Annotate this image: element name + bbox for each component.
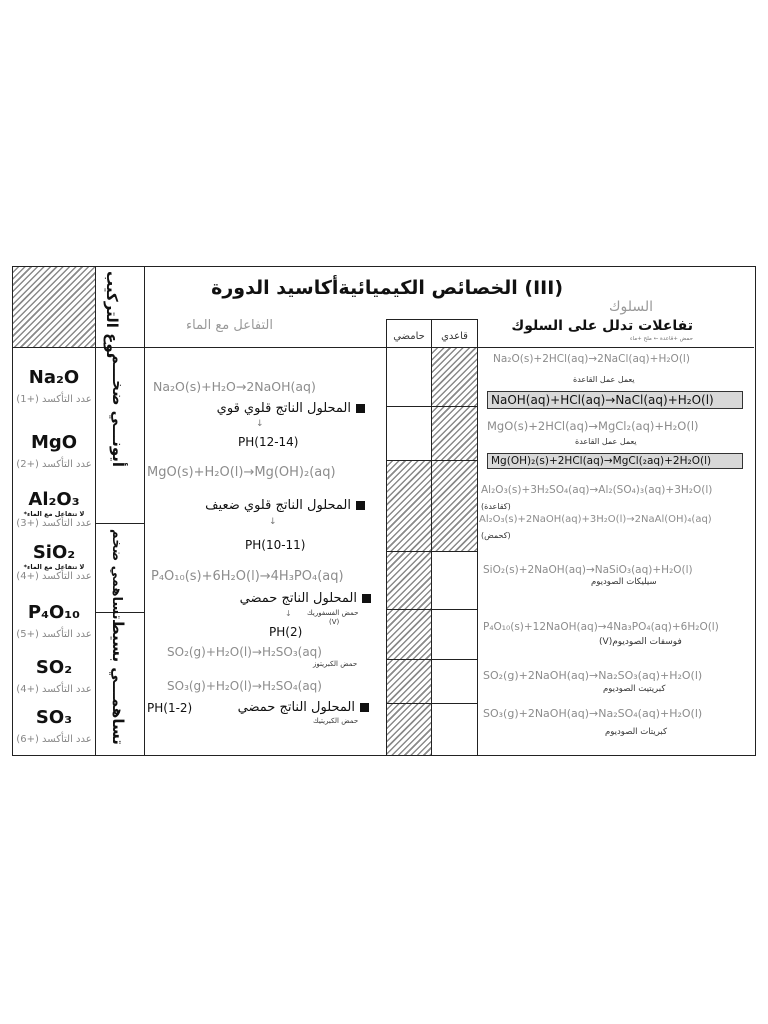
bullet-square-icon xyxy=(356,501,365,510)
reaction-al2o3-acid: Al₂O₃(s)+3H₂SO₄(aq)→Al₂(SO₄)₃(aq)+3H₂O(l) xyxy=(481,484,713,496)
reaction-so3: SO₃(g)+2NaOH(aq)→Na₂SO₄(aq)+H₂O(l) xyxy=(483,707,703,720)
page-title: (III) الخصائص الكيميائيةأكاسيد الدورة xyxy=(211,277,563,299)
water-eq-mgo: MgO(s)+H₂O(l)→Mg(OH)₂(aq) xyxy=(147,465,336,480)
oxidation-number: عدد التأكسد (+4) xyxy=(16,684,92,695)
oxide-sio2 xyxy=(13,542,95,582)
base-action-label: يعمل عمل القاعدة xyxy=(573,375,635,384)
sulfurous-acid-label: حمض الكبريتوز xyxy=(313,660,358,668)
silicate-label: سيليكات الصوديوم xyxy=(591,577,657,587)
basic-header: قاعدي xyxy=(441,331,468,342)
ph-acid: PH(2) xyxy=(269,625,303,639)
basic-cell-al2o3 xyxy=(432,461,477,551)
arrow-down-icon: ↓ xyxy=(285,609,292,618)
as-base-label: (كقاعدة) xyxy=(481,502,511,511)
acidic-solution-text-2: المحلول الناتج حمضي xyxy=(195,700,369,715)
weak-basic-text: المحلول الناتج قلوي ضعيف xyxy=(153,498,365,513)
basic-cell-mgo xyxy=(432,407,477,460)
water-eq-p4o10: P₄O₁₀(s)+6H₂O(l)→4H₃PO₄(aq) xyxy=(151,569,344,584)
oxide-formula: SiO₂ xyxy=(32,542,76,563)
reaction-na2o-hcl: Na₂O(s)+2HCl(aq)→2NaCl(aq)+H₂O(l) xyxy=(493,353,690,365)
oxidation-number: عدد التأكسد (+2) xyxy=(16,459,92,470)
sulfate-label: كبريتات الصوديوم xyxy=(605,727,668,737)
mgoh-hcl-box: Mg(OH)₂(s)+2HCl(aq)→MgCl(₂aq)+2H₂O(l) xyxy=(487,453,743,469)
acidic-header: حامضي xyxy=(393,331,425,342)
phosphate-label: فوسفات الصوديوم(V) xyxy=(599,637,682,647)
oxide-formula: P₄O₁₀ xyxy=(27,602,81,623)
reaction-so2: SO₂(g)+2NaOH(aq)→Na₂SO₃(aq)+H₂O(l) xyxy=(483,669,703,682)
reactions-header: تفاعلات تدلل على السلوك xyxy=(511,318,693,334)
oxidation-number: عدد التأكسد (+6) xyxy=(16,734,92,745)
oxide-note: لا تتفاعل مع الماء* xyxy=(23,510,85,518)
acidic-cell-sio2 xyxy=(387,552,431,609)
acidic-cell-so3 xyxy=(387,704,431,755)
behavior-header: السلوك xyxy=(608,299,653,315)
covalent-simple-label: تساهمـــي بسيط xyxy=(109,619,127,745)
covalent-giant-label: تساهمي ضخم xyxy=(109,529,124,620)
bullet-square-icon xyxy=(362,594,371,603)
water-eq-na2o: Na₂O(s)+H₂O→2NaOH(aq) xyxy=(153,379,316,394)
structure-type-header: نوع التركيب xyxy=(103,271,121,359)
reaction-p4o10: P₄O₁₀(s)+12NaOH(aq)→4Na₃PO₄(aq)+6H₂O(l) xyxy=(483,621,719,633)
strong-basic-text: المحلول الناتج قلوي قوي xyxy=(153,401,365,416)
phosphoric-acid-v: (V) xyxy=(329,618,340,626)
oxidation-number: عدد التأكسد (+5) xyxy=(16,629,92,640)
arrow-down-icon: ↓ xyxy=(256,419,264,429)
naoh-hcl-box: NaOH(aq)+HCl(aq)→NaCl(aq)+H₂O(l) xyxy=(487,391,743,409)
ph-weak: PH(10-11) xyxy=(245,538,306,552)
base-action-label-2: يعمل عمل القاعدة xyxy=(575,437,637,446)
bullet-square-icon xyxy=(360,703,369,712)
oxide-p4o10 xyxy=(13,602,95,640)
phosphoric-acid-label: حمض الفسفوريك xyxy=(307,609,359,617)
reaction-sio2: SiO₂(s)+2NaOH(aq)→NaSiO₃(aq)+H₂O(l) xyxy=(483,564,693,576)
ionic-structure-label: أيونـــي ضخـــم xyxy=(109,353,127,468)
oxide-formula: Na₂O xyxy=(28,367,80,388)
oxidation-number: عدد التأكسد (+3) xyxy=(16,518,92,529)
reaction-mgo-hcl: MgO(s)+2HCl(aq)→MgCl₂(aq)+H₂O(l) xyxy=(487,419,699,433)
sulfuric-acid-label: حمض الكبريتيك xyxy=(313,717,359,725)
water-eq-so3: SO₃(g)+H₂O(l)→H₂SO₄(aq) xyxy=(167,679,322,693)
ph-acid-2: PH(1-2) xyxy=(147,701,193,715)
oxides-properties-table xyxy=(12,266,756,756)
acidic-cell-al2o3 xyxy=(387,461,431,551)
oxide-formula: SO₂ xyxy=(35,657,73,678)
bullet-square-icon xyxy=(356,404,365,413)
sulfite-label: كبريتيت الصوديوم xyxy=(603,684,666,694)
acidic-cell-so2 xyxy=(387,660,431,703)
oxide-formula: Al₂O₃ xyxy=(28,489,80,510)
oxidation-number: عدد التأكسد (+4) xyxy=(16,571,92,582)
oxide-mgo xyxy=(13,432,95,470)
water-eq-so2: SO₂(g)+H₂O(l)→H₂SO₃(aq) xyxy=(167,645,322,659)
oxide-formula: MgO xyxy=(30,432,78,453)
arrow-down-icon: ↓ xyxy=(269,517,277,527)
oxide-so3 xyxy=(13,707,95,745)
acidic-cell-p4o10 xyxy=(387,610,431,659)
water-reaction-header: التفاعل مع الماء xyxy=(186,318,273,333)
corner-hatch xyxy=(13,267,95,347)
basic-cell-na2o xyxy=(432,348,477,406)
as-acid-label: (كحمض) xyxy=(481,531,511,540)
oxide-formula: SO₃ xyxy=(35,707,73,728)
reaction-al2o3-base: Al₂O₃(s)+2NaOH(aq)+3H₂O(l)→2NaAl(OH)₄(aq) xyxy=(479,514,712,525)
acidic-solution-text: المحلول الناتج حمضي xyxy=(153,591,371,606)
ph-strong: PH(12-14) xyxy=(238,435,299,449)
reactions-note: حمض +قاعدة ← ملح +ماء xyxy=(629,336,693,342)
oxide-so2 xyxy=(13,657,95,695)
oxide-note: لا تتفاعل مع الماء* xyxy=(23,563,85,571)
oxidation-number: عدد التأكسد (+1) xyxy=(16,394,92,405)
oxide-al2o3 xyxy=(13,489,95,529)
oxide-na2o xyxy=(13,367,95,405)
